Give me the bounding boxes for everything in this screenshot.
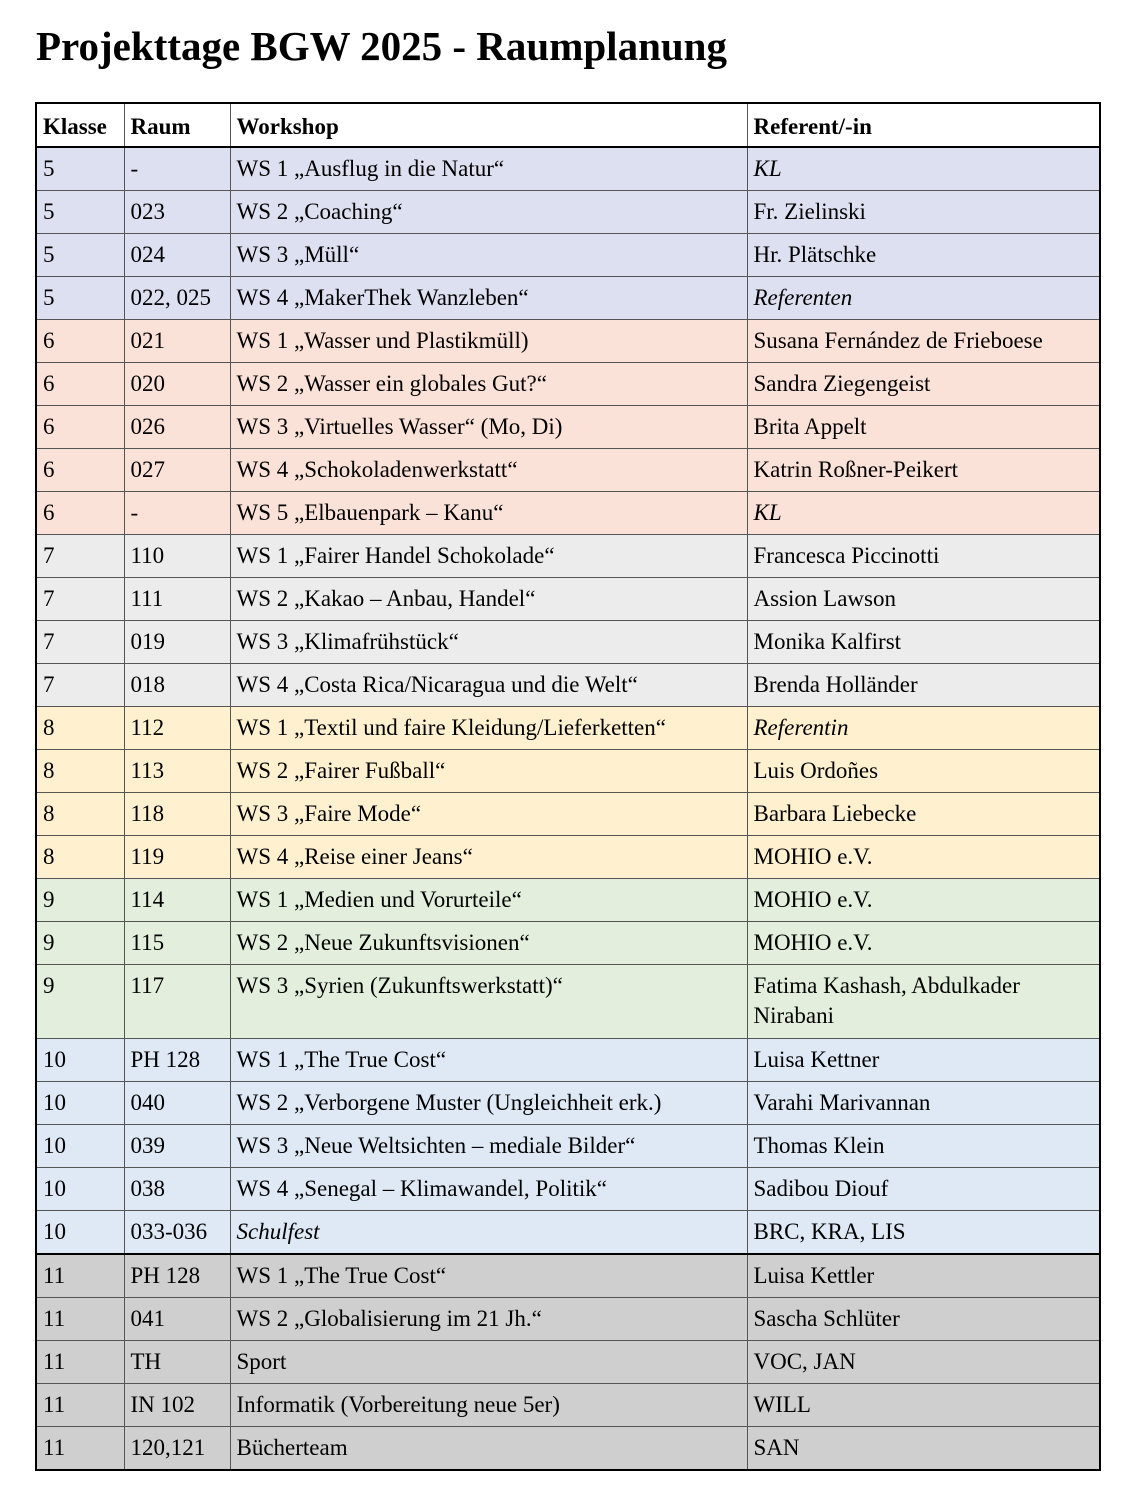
cell-raum: 026	[124, 406, 230, 449]
cell-raum: 040	[124, 1082, 230, 1125]
cell-referent: MOHIO e.V.	[747, 922, 1100, 965]
cell-raum: -	[124, 147, 230, 191]
table-row	[36, 320, 1100, 363]
cell-workshop: Sport	[230, 1341, 747, 1384]
cell-workshop: WS 4 „MakerThek Wanzleben“	[230, 277, 747, 320]
table-row	[36, 836, 1100, 879]
cell-klasse: 6	[36, 363, 124, 406]
cell-raum: 120,121	[124, 1427, 230, 1471]
cell-raum: 113	[124, 750, 230, 793]
cell-referent: Luisa Kettner	[747, 1039, 1100, 1082]
cell-raum: 018	[124, 664, 230, 707]
table-row	[36, 1384, 1100, 1427]
cell-raum: 020	[124, 363, 230, 406]
cell-raum: 119	[124, 836, 230, 879]
cell-klasse: 5	[36, 277, 124, 320]
cell-klasse: 7	[36, 621, 124, 664]
table-row	[36, 1427, 1100, 1471]
table-row	[36, 1039, 1100, 1082]
cell-klasse: 11	[36, 1298, 124, 1341]
page-title: Projekttage BGW 2025 - Raumplanung	[36, 23, 727, 69]
cell-referent: Monika Kalfirst	[747, 621, 1100, 664]
cell-referent: Katrin Roßner-Peikert	[747, 449, 1100, 492]
cell-referent: KL	[747, 147, 1100, 191]
cell-referent: Francesca Piccinotti	[747, 535, 1100, 578]
table-row	[36, 922, 1100, 965]
header-klasse: Klasse	[36, 103, 124, 147]
header-workshop: Workshop	[230, 103, 747, 147]
cell-klasse: 9	[36, 879, 124, 922]
cell-referent: Susana Fernández de Frieboese	[747, 320, 1100, 363]
cell-workshop: WS 4 „Schokoladenwerkstatt“	[230, 449, 747, 492]
cell-referent: Thomas Klein	[747, 1125, 1100, 1168]
cell-raum: 019	[124, 621, 230, 664]
table-row	[36, 449, 1100, 492]
header-referent: Referent/-in	[747, 103, 1100, 147]
cell-referent: Referenten	[747, 277, 1100, 320]
cell-workshop: WS 1 „Ausflug in die Natur“	[230, 147, 747, 191]
cell-referent: MOHIO e.V.	[747, 836, 1100, 879]
table-row	[36, 793, 1100, 836]
cell-referent: WILL	[747, 1384, 1100, 1427]
cell-raum: 041	[124, 1298, 230, 1341]
header-raum: Raum	[124, 103, 230, 147]
cell-raum: 033-036	[124, 1211, 230, 1255]
cell-klasse: 8	[36, 750, 124, 793]
cell-workshop: WS 5 „Elbauenpark – Kanu“	[230, 492, 747, 535]
cell-raum: 023	[124, 191, 230, 234]
cell-referent: VOC, JAN	[747, 1341, 1100, 1384]
table-row	[36, 664, 1100, 707]
cell-workshop: WS 4 „Senegal – Klimawandel, Politik“	[230, 1168, 747, 1211]
cell-raum: 022, 025	[124, 277, 230, 320]
cell-referent: Fatima Kashash, Abdulkader Nirabani	[747, 965, 1100, 1039]
table-row	[36, 234, 1100, 277]
cell-workshop: WS 1 „Fairer Handel Schokolade“	[230, 535, 747, 578]
table-row	[36, 1082, 1100, 1125]
cell-klasse: 11	[36, 1254, 124, 1298]
cell-raum: 112	[124, 707, 230, 750]
cell-raum: 038	[124, 1168, 230, 1211]
cell-raum: PH 128	[124, 1254, 230, 1298]
cell-workshop: WS 1 „Wasser und Plastikmüll)	[230, 320, 747, 363]
cell-workshop: WS 2 „Fairer Fußball“	[230, 750, 747, 793]
cell-workshop: WS 1 „The True Cost“	[230, 1039, 747, 1082]
cell-raum: 027	[124, 449, 230, 492]
cell-klasse: 5	[36, 234, 124, 277]
cell-klasse: 7	[36, 664, 124, 707]
table-row	[36, 1254, 1100, 1298]
cell-klasse: 11	[36, 1341, 124, 1384]
cell-klasse: 10	[36, 1125, 124, 1168]
cell-raum: 021	[124, 320, 230, 363]
table-row	[36, 1298, 1100, 1341]
cell-klasse: 11	[36, 1427, 124, 1471]
cell-klasse: 8	[36, 793, 124, 836]
cell-workshop: WS 3 „Virtuelles Wasser“ (Mo, Di)	[230, 406, 747, 449]
table-header-row	[36, 103, 1100, 147]
table-row	[36, 1168, 1100, 1211]
cell-raum: 111	[124, 578, 230, 621]
cell-workshop: WS 3 „Faire Mode“	[230, 793, 747, 836]
table-row	[36, 277, 1100, 320]
table-row	[36, 965, 1100, 1039]
table-row	[36, 578, 1100, 621]
cell-klasse: 5	[36, 147, 124, 191]
cell-referent: KL	[747, 492, 1100, 535]
cell-workshop: WS 1 „Textil und faire Kleidung/Lieferketten“	[230, 707, 747, 750]
table-row	[36, 879, 1100, 922]
cell-klasse: 10	[36, 1082, 124, 1125]
cell-klasse: 10	[36, 1168, 124, 1211]
cell-klasse: 8	[36, 707, 124, 750]
cell-klasse: 5	[36, 191, 124, 234]
cell-klasse: 8	[36, 836, 124, 879]
table-row	[36, 1341, 1100, 1384]
cell-klasse: 6	[36, 406, 124, 449]
cell-workshop: WS 3 „Müll“	[230, 234, 747, 277]
table-row	[36, 147, 1100, 191]
cell-klasse: 10	[36, 1211, 124, 1255]
cell-klasse: 6	[36, 449, 124, 492]
cell-raum: -	[124, 492, 230, 535]
cell-workshop: WS 4 „Costa Rica/Nicaragua und die Welt“	[230, 664, 747, 707]
cell-workshop: Bücherteam	[230, 1427, 747, 1471]
cell-referent: Luisa Kettler	[747, 1254, 1100, 1298]
table-row	[36, 750, 1100, 793]
room-plan-table	[35, 102, 1101, 1471]
cell-raum: 115	[124, 922, 230, 965]
cell-raum: IN 102	[124, 1384, 230, 1427]
cell-referent: Referentin	[747, 707, 1100, 750]
table-row	[36, 363, 1100, 406]
table-row	[36, 1125, 1100, 1168]
cell-workshop: WS 3 „Syrien (Zukunftswerkstatt)“	[230, 965, 747, 1039]
table-row	[36, 535, 1100, 578]
cell-raum: 117	[124, 965, 230, 1039]
cell-workshop: WS 2 „Kakao – Anbau, Handel“	[230, 578, 747, 621]
table-row	[36, 191, 1100, 234]
cell-klasse: 7	[36, 578, 124, 621]
table-row	[36, 1211, 1100, 1255]
cell-raum: 118	[124, 793, 230, 836]
cell-referent: Varahi Marivannan	[747, 1082, 1100, 1125]
cell-referent: MOHIO e.V.	[747, 879, 1100, 922]
cell-workshop: WS 2 „Coaching“	[230, 191, 747, 234]
cell-referent: Fr. Zielinski	[747, 191, 1100, 234]
cell-referent: SAN	[747, 1427, 1100, 1471]
table-row	[36, 492, 1100, 535]
cell-raum: 110	[124, 535, 230, 578]
cell-klasse: 6	[36, 492, 124, 535]
cell-workshop: Informatik (Vorbereitung neue 5er)	[230, 1384, 747, 1427]
cell-referent: Hr. Plätschke	[747, 234, 1100, 277]
cell-raum: 039	[124, 1125, 230, 1168]
cell-referent: Brita Appelt	[747, 406, 1100, 449]
cell-workshop: WS 1 „Medien und Vorurteile“	[230, 879, 747, 922]
cell-workshop: WS 2 „Neue Zukunftsvisionen“	[230, 922, 747, 965]
cell-workshop: WS 3 „Neue Weltsichten – mediale Bilder“	[230, 1125, 747, 1168]
cell-referent: Brenda Holländer	[747, 664, 1100, 707]
cell-workshop: WS 2 „Verborgene Muster (Ungleichheit erk.)	[230, 1082, 747, 1125]
cell-referent: Sandra Ziegengeist	[747, 363, 1100, 406]
table-row	[36, 621, 1100, 664]
cell-referent: BRC, KRA, LIS	[747, 1211, 1100, 1255]
cell-workshop: Schulfest	[230, 1211, 747, 1255]
cell-referent: Barbara Liebecke	[747, 793, 1100, 836]
cell-referent: Sascha Schlüter	[747, 1298, 1100, 1341]
cell-raum: TH	[124, 1341, 230, 1384]
cell-klasse: 11	[36, 1384, 124, 1427]
cell-klasse: 7	[36, 535, 124, 578]
table-row	[36, 707, 1100, 750]
cell-referent: Assion Lawson	[747, 578, 1100, 621]
cell-raum: PH 128	[124, 1039, 230, 1082]
cell-klasse: 9	[36, 922, 124, 965]
cell-raum: 024	[124, 234, 230, 277]
cell-referent: Sadibou Diouf	[747, 1168, 1100, 1211]
cell-workshop: WS 4 „Reise einer Jeans“	[230, 836, 747, 879]
cell-workshop: WS 3 „Klimafrühstück“	[230, 621, 747, 664]
cell-raum: 114	[124, 879, 230, 922]
table-row	[36, 406, 1100, 449]
cell-workshop: WS 2 „Globalisierung im 21 Jh.“	[230, 1298, 747, 1341]
cell-referent: Luis Ordoñes	[747, 750, 1100, 793]
cell-workshop: WS 1 „The True Cost“	[230, 1254, 747, 1298]
cell-klasse: 10	[36, 1039, 124, 1082]
cell-klasse: 9	[36, 965, 124, 1039]
cell-workshop: WS 2 „Wasser ein globales Gut?“	[230, 363, 747, 406]
cell-klasse: 6	[36, 320, 124, 363]
